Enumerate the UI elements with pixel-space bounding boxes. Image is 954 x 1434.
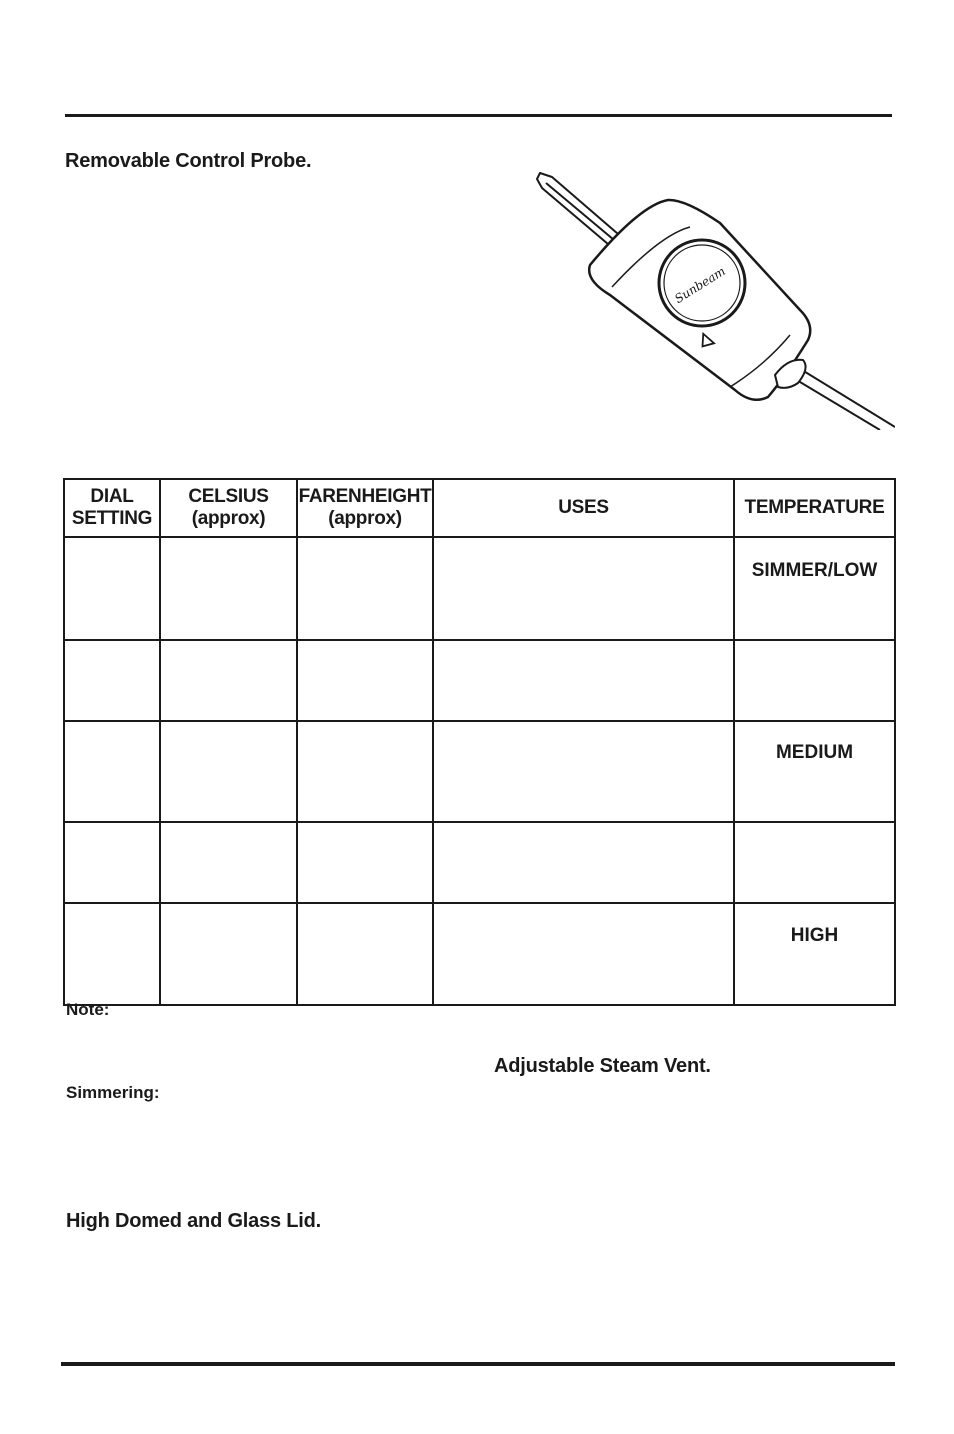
table-row (64, 721, 895, 822)
dial-cell (64, 537, 160, 640)
fahrenheit-cell (297, 537, 433, 640)
dial-cell (64, 640, 160, 721)
temperature-cell (734, 640, 895, 721)
temperature-cell (734, 822, 895, 903)
uses-cell (433, 640, 734, 721)
temperature-settings-table (63, 478, 896, 1006)
header-temperature: TEMPERATURE (734, 479, 895, 537)
celsius-cell (160, 721, 297, 822)
table-row (64, 822, 895, 903)
header-uses: USES (433, 479, 734, 537)
celsius-cell (160, 640, 297, 721)
uses-cell (433, 822, 734, 903)
dial-cell (64, 903, 160, 1005)
bottom-rule (61, 1362, 895, 1366)
header-celsius: CELSIUS (approx) (160, 479, 297, 537)
uses-cell (433, 537, 734, 640)
celsius-cell (160, 903, 297, 1005)
temperature-cell: MEDIUM (734, 721, 895, 822)
celsius-cell (160, 822, 297, 903)
dial-cell (64, 721, 160, 822)
celsius-cell (160, 537, 297, 640)
table-row (64, 640, 895, 721)
dial-cell (64, 822, 160, 903)
probe-dial (659, 240, 745, 326)
table-header-row (64, 479, 895, 537)
probe-heading: Removable Control Probe. (65, 150, 312, 172)
fahrenheit-cell (297, 640, 433, 721)
fahrenheit-cell (297, 822, 433, 903)
fahrenheit-cell (297, 721, 433, 822)
fahrenheit-cell (297, 903, 433, 1005)
control-probe-illustration (520, 165, 895, 430)
simmering-label: Simmering: (66, 1083, 160, 1102)
probe-rear-rod (795, 370, 895, 430)
steam-vent-heading: Adjustable Steam Vent. (494, 1055, 711, 1077)
sunbeam-logo: Sunbeam (672, 263, 728, 307)
uses-cell (433, 903, 734, 1005)
uses-cell (433, 721, 734, 822)
probe-tip (537, 173, 625, 250)
temperature-cell: HIGH (734, 903, 895, 1005)
note-label: Note: (66, 1000, 110, 1019)
temperature-cell: SIMMER/LOW (734, 537, 895, 640)
table-row (64, 537, 895, 640)
top-rule (65, 114, 892, 117)
header-fahrenheit: FARENHEIGHT (approx) (297, 479, 433, 537)
header-dial-setting: DIAL SETTING (64, 479, 160, 537)
lid-heading: High Domed and Glass Lid. (66, 1210, 322, 1232)
table-row (64, 903, 895, 1005)
